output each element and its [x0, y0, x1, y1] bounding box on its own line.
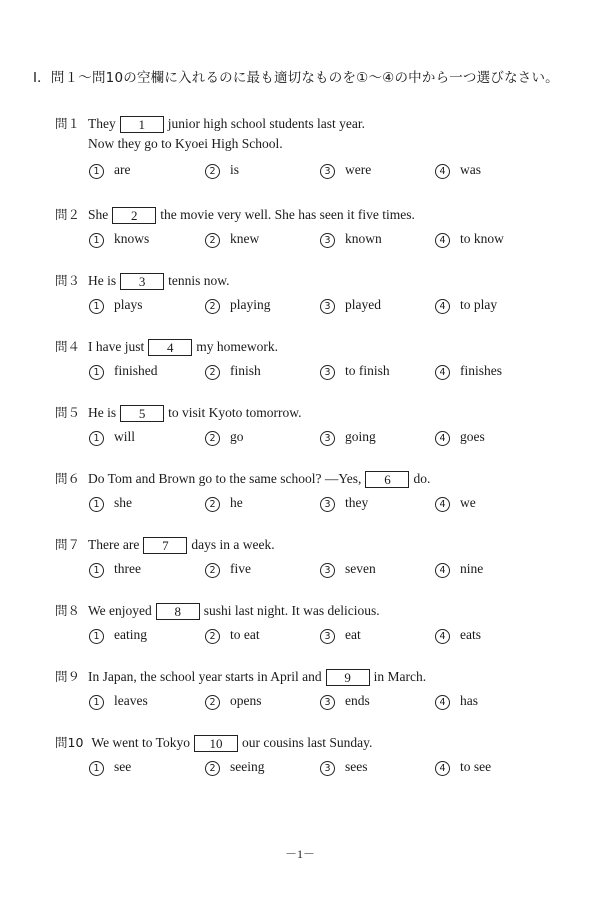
option-mark: 4 [435, 497, 450, 512]
question [55, 601, 575, 649]
option-choice[interactable] [435, 495, 476, 512]
option-choice[interactable] [320, 231, 382, 248]
option-text: playing [230, 297, 271, 312]
answer-blank: 7 [143, 537, 187, 554]
option-mark: 3 [320, 695, 335, 710]
option-text: she [114, 495, 132, 510]
option-row [55, 561, 575, 583]
option-choice[interactable] [320, 429, 376, 446]
option-text: knew [230, 231, 260, 246]
option-choice[interactable] [435, 231, 504, 248]
option-text: to eat [230, 627, 260, 642]
question-line [55, 114, 575, 136]
question-number: 問10 [55, 735, 84, 750]
question-line [55, 337, 575, 359]
option-text: three [114, 561, 141, 576]
option-choice[interactable] [205, 693, 262, 710]
question-text-before: He is [88, 405, 117, 420]
option-text: to know [460, 231, 504, 246]
option-mark: 2 [205, 365, 220, 380]
option-text: he [230, 495, 243, 510]
option-choice[interactable] [320, 759, 368, 776]
option-mark: 3 [320, 497, 335, 512]
option-choice[interactable] [435, 693, 478, 710]
question-text-after: my homework. [196, 339, 279, 354]
option-choice[interactable] [320, 162, 371, 179]
option-choice[interactable] [89, 429, 135, 446]
question-line [55, 535, 575, 557]
option-choice[interactable] [320, 363, 390, 380]
option-row [55, 162, 575, 184]
option-choice[interactable] [89, 759, 131, 776]
option-row [55, 429, 575, 451]
answer-blank: 3 [120, 273, 164, 290]
option-choice[interactable] [205, 495, 243, 512]
option-text: was [460, 162, 481, 177]
option-mark: 3 [320, 761, 335, 776]
option-mark: 2 [205, 299, 220, 314]
option-text: going [345, 429, 376, 444]
option-mark: 1 [89, 233, 104, 248]
option-mark: 3 [320, 164, 335, 179]
question-text-before: There are [88, 537, 140, 552]
option-choice[interactable] [205, 231, 259, 248]
question-number: 問２ [55, 207, 81, 222]
question-line [55, 271, 575, 293]
option-mark: 1 [89, 563, 104, 578]
option-text: sees [345, 759, 368, 774]
question-text-before: I have just [88, 339, 145, 354]
option-choice[interactable] [205, 759, 265, 776]
question-text-before: They [88, 116, 116, 131]
option-text: opens [230, 693, 262, 708]
question-number: 問７ [55, 537, 81, 552]
question-line [55, 403, 575, 425]
option-mark: 2 [205, 761, 220, 776]
option-choice[interactable] [89, 162, 130, 179]
option-text: nine [460, 561, 484, 576]
option-text: will [114, 429, 136, 444]
option-mark: 4 [435, 761, 450, 776]
question-number: 問４ [55, 339, 81, 354]
question [55, 271, 575, 319]
answer-blank: 5 [120, 405, 164, 422]
answer-blank: 4 [148, 339, 192, 356]
option-mark: 1 [89, 761, 104, 776]
option-text: known [345, 231, 382, 246]
question-text-after: junior high school students last year. [167, 116, 365, 131]
answer-blank: 2 [112, 207, 156, 224]
question [55, 667, 575, 715]
option-choice[interactable] [205, 162, 239, 179]
question-text-after: sushi last night. It was delicious. [203, 603, 380, 618]
question [55, 733, 575, 781]
option-row [55, 693, 575, 715]
option-text: to see [460, 759, 492, 774]
option-mark: 1 [89, 431, 104, 446]
option-choice[interactable] [435, 759, 491, 776]
option-row [55, 231, 575, 253]
question-number: 問５ [55, 405, 81, 420]
option-mark: 2 [205, 233, 220, 248]
answer-blank: 8 [156, 603, 200, 620]
option-text: seeing [230, 759, 265, 774]
question-text-before: In Japan, the school year starts in April and [88, 669, 322, 684]
question [55, 205, 575, 253]
option-choice[interactable] [89, 363, 158, 380]
question [55, 114, 575, 184]
question-text-after: in March. [373, 669, 427, 684]
option-choice[interactable] [320, 693, 370, 710]
option-choice[interactable] [89, 231, 149, 248]
option-choice[interactable] [205, 429, 244, 446]
option-mark: 2 [205, 164, 220, 179]
option-text: eats [460, 627, 481, 642]
option-mark: 4 [435, 233, 450, 248]
question-number: 問８ [55, 603, 81, 618]
question-text-after: do. [413, 471, 431, 486]
question [55, 535, 575, 583]
question-line [55, 601, 575, 623]
option-text: see [114, 759, 132, 774]
option-mark: 3 [320, 365, 335, 380]
option-text: ends [345, 693, 370, 708]
option-text: eating [114, 627, 147, 642]
option-mark: 2 [205, 563, 220, 578]
question-number: 問３ [55, 273, 81, 288]
option-text: they [345, 495, 369, 510]
option-choice[interactable] [205, 297, 271, 314]
option-choice[interactable] [320, 627, 361, 644]
option-choice[interactable] [89, 297, 143, 314]
option-text: were [345, 162, 372, 177]
answer-blank: 10 [194, 735, 238, 752]
question-text-before: He is [88, 273, 117, 288]
option-mark: 2 [205, 629, 220, 644]
question-line [55, 469, 575, 491]
option-choice[interactable] [435, 561, 483, 578]
option-text: finished [114, 363, 158, 378]
option-text: five [230, 561, 251, 576]
option-choice[interactable] [320, 297, 381, 314]
option-row [55, 627, 575, 649]
question-number: 問９ [55, 669, 81, 684]
question-line [55, 205, 575, 227]
option-text: are [114, 162, 131, 177]
option-text: to play [460, 297, 498, 312]
option-choice[interactable] [205, 363, 261, 380]
answer-blank: 1 [120, 116, 164, 133]
option-text: finishes [460, 363, 502, 378]
option-choice[interactable] [435, 297, 497, 314]
option-text: finish [230, 363, 261, 378]
page-number: －1－ [284, 847, 315, 861]
question-text-after: days in a week. [191, 537, 275, 552]
option-text: eat [345, 627, 361, 642]
option-text: seven [345, 561, 376, 576]
option-mark: 3 [320, 629, 335, 644]
option-mark: 4 [435, 365, 450, 380]
option-mark: 1 [89, 164, 104, 179]
question-text-after: to visit Kyoto tomorrow. [168, 405, 302, 420]
question-text-before: Do Tom and Brown go to the same school? ―Yes, [88, 471, 362, 486]
option-choice[interactable] [89, 495, 132, 512]
option-choice[interactable] [320, 495, 368, 512]
option-mark: 4 [435, 695, 450, 710]
option-choice[interactable] [205, 561, 251, 578]
option-mark: 3 [320, 431, 335, 446]
option-mark: 4 [435, 299, 450, 314]
option-choice[interactable] [89, 561, 141, 578]
question-number: 問１ [55, 116, 81, 131]
question-continuation: Now they go to Kyoei High School. [88, 136, 283, 151]
option-text: we [460, 495, 476, 510]
answer-blank: 6 [365, 471, 409, 488]
option-mark: 1 [89, 629, 104, 644]
option-row [55, 297, 575, 319]
option-text: played [345, 297, 381, 312]
option-mark: 4 [435, 563, 450, 578]
question [55, 469, 575, 517]
option-choice[interactable] [435, 363, 502, 380]
question-text-after: the movie very well. She has seen it five times. [160, 207, 415, 222]
option-choice[interactable] [435, 627, 481, 644]
question-text-after: our cousins last Sunday. [242, 735, 373, 750]
option-choice[interactable] [320, 561, 376, 578]
option-mark: 4 [435, 629, 450, 644]
question-text-after: tennis now. [168, 273, 230, 288]
option-choice[interactable] [205, 627, 260, 644]
option-mark: 4 [435, 164, 450, 179]
option-mark: 1 [89, 497, 104, 512]
option-choice[interactable] [89, 627, 147, 644]
option-mark: 3 [320, 299, 335, 314]
option-choice[interactable] [89, 693, 148, 710]
option-text: goes [460, 429, 485, 444]
option-text: plays [114, 297, 143, 312]
option-mark: 3 [320, 233, 335, 248]
option-text: is [230, 162, 240, 177]
option-mark: 1 [89, 365, 104, 380]
question-line [55, 667, 575, 689]
question-line [55, 733, 575, 755]
option-text: go [230, 429, 244, 444]
option-text: has [460, 693, 478, 708]
option-mark: 4 [435, 431, 450, 446]
option-row [55, 759, 575, 781]
option-mark: 2 [205, 497, 220, 512]
option-mark: 1 [89, 299, 104, 314]
question [55, 403, 575, 451]
question-number: 問６ [55, 471, 81, 486]
option-mark: 3 [320, 563, 335, 578]
question-text-before: She [88, 207, 109, 222]
option-choice[interactable] [435, 162, 481, 179]
option-text: to finish [345, 363, 390, 378]
answer-blank: 9 [326, 669, 370, 686]
question-text-before: We enjoyed [88, 603, 152, 618]
option-mark: 2 [205, 695, 220, 710]
option-text: leaves [114, 693, 148, 708]
option-text: knows [114, 231, 150, 246]
question [55, 337, 575, 385]
option-mark: 1 [89, 695, 104, 710]
option-row [55, 363, 575, 385]
option-choice[interactable] [435, 429, 485, 446]
option-row [55, 495, 575, 517]
instruction: I．問１～問10の空欄に入れるのに最も適切なものを①～④の中から一つ選びなさい。 [33, 70, 559, 86]
option-mark: 2 [205, 431, 220, 446]
question-text-before: We went to Tokyo [91, 735, 190, 750]
